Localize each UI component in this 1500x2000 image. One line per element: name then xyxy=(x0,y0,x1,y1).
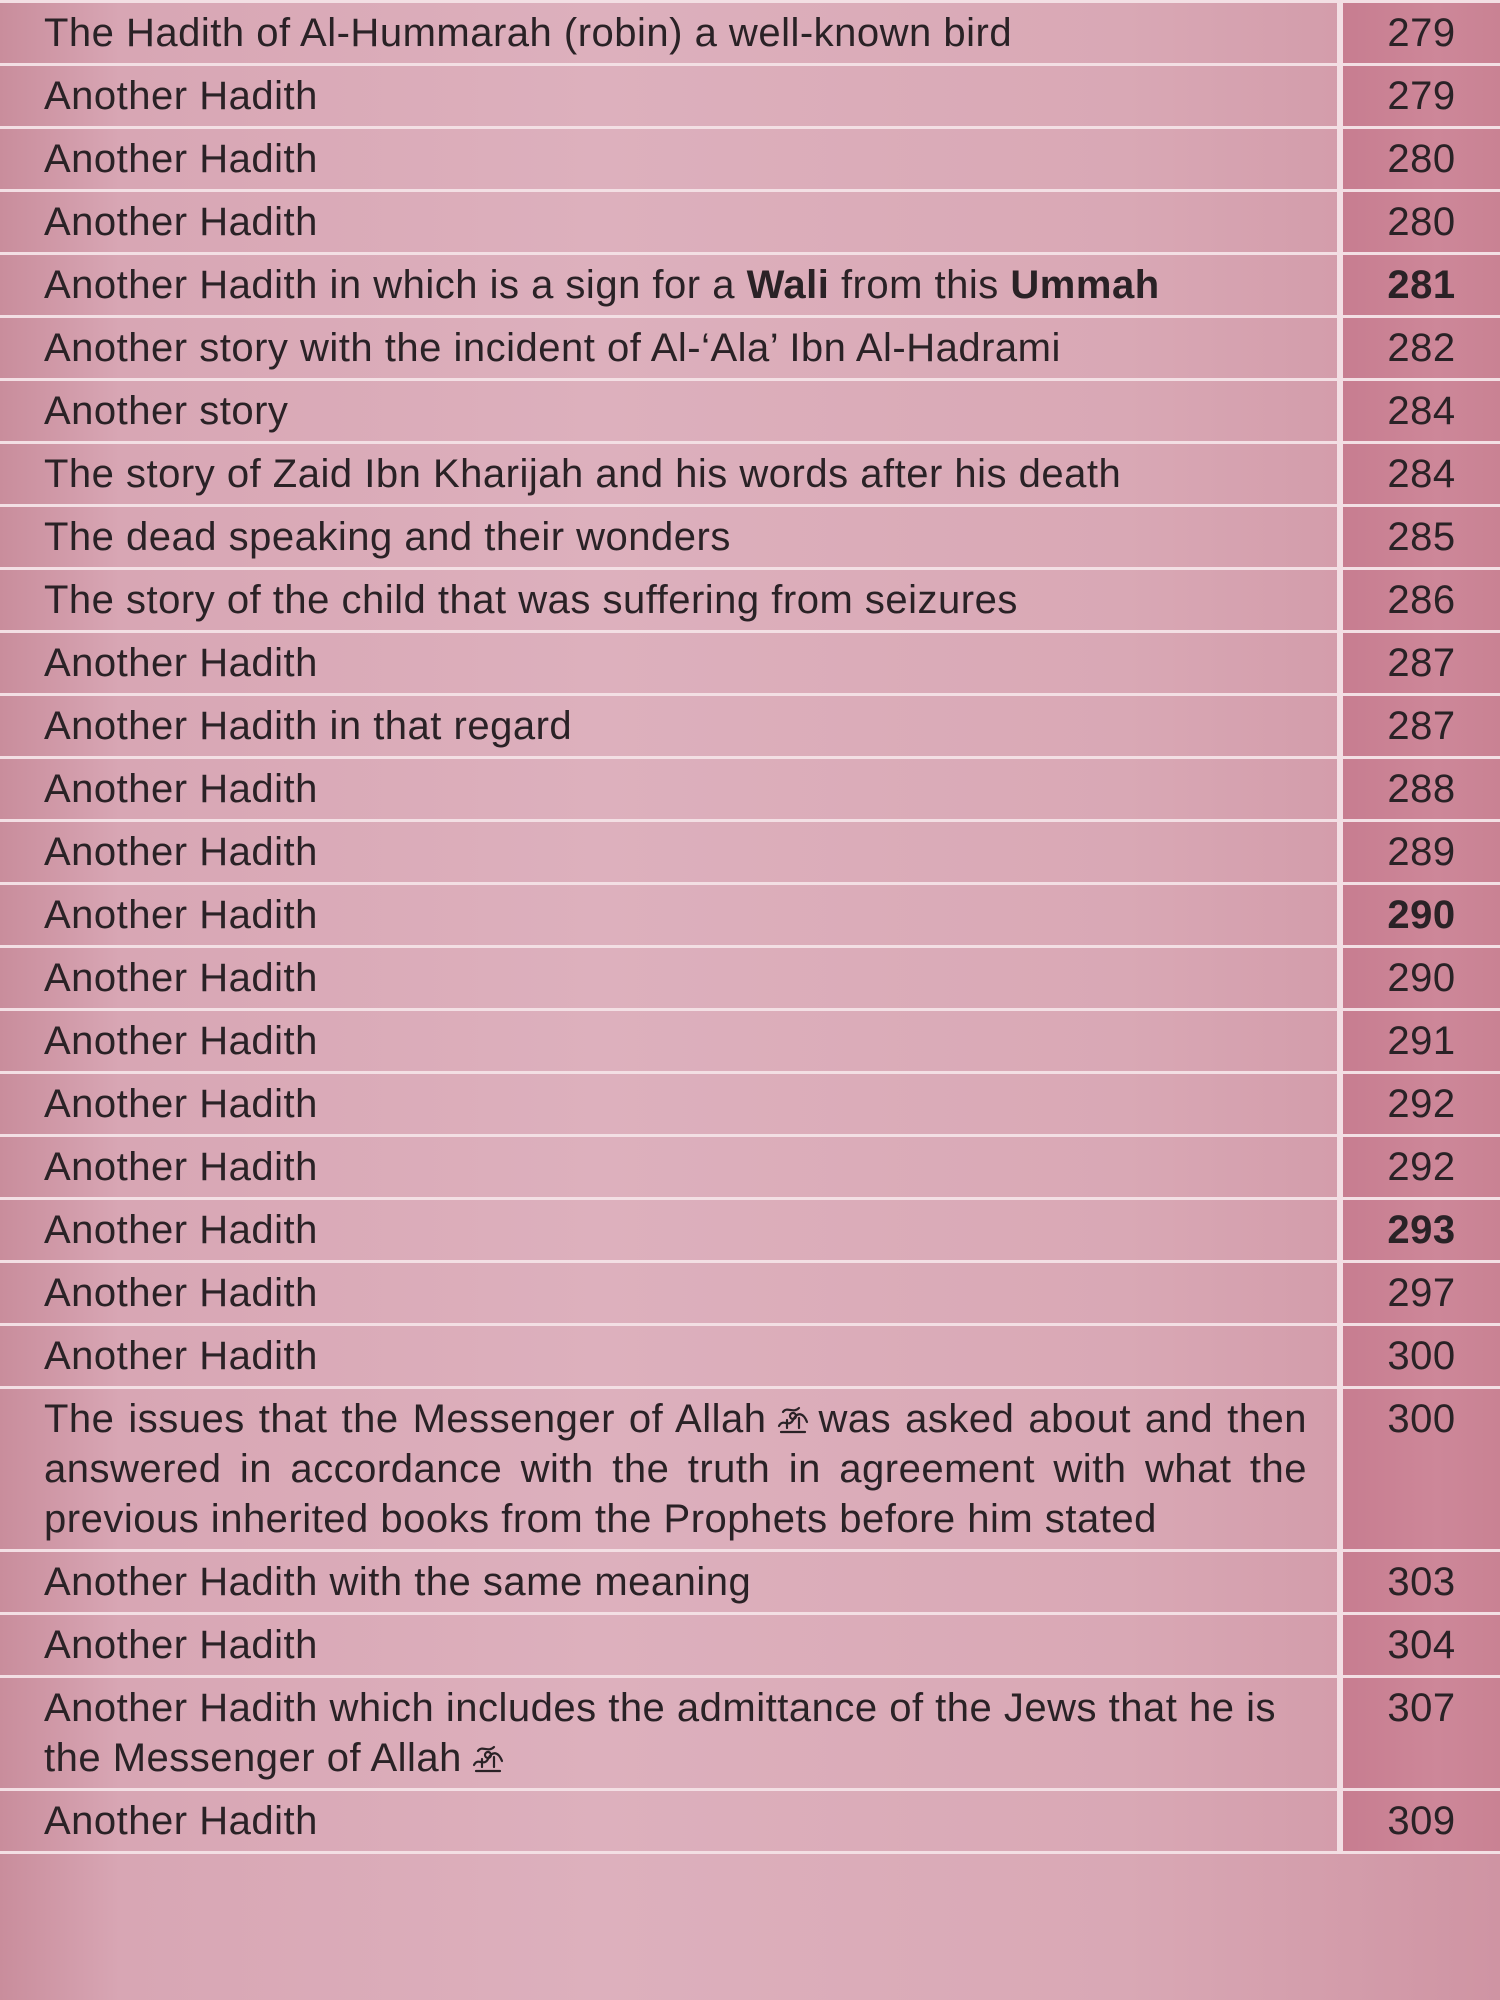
toc-page-number: 297 xyxy=(1340,1262,1500,1325)
toc-page-number: 287 xyxy=(1340,632,1500,695)
toc-entry-text: The issues that the Messenger of Allah xyxy=(44,1397,767,1441)
toc-entry-title: Another Hadith with the same meaning xyxy=(0,1551,1340,1614)
toc-entry-title: The dead speaking and their wonders xyxy=(0,506,1340,569)
toc-entry-title: Another Hadith xyxy=(0,1199,1340,1262)
toc-page-number: 287 xyxy=(1340,695,1500,758)
toc-entry-text: Another Hadith which includes the admittance of the Jews that he is the Messenger of Allah xyxy=(44,1686,1276,1780)
toc-page-number: 292 xyxy=(1340,1136,1500,1199)
toc-page-number: 289 xyxy=(1340,821,1500,884)
toc-page-number: 282 xyxy=(1340,317,1500,380)
toc-page-number: 303 xyxy=(1340,1551,1500,1614)
toc-row xyxy=(0,569,1500,632)
toc-row xyxy=(0,380,1500,443)
toc-entry-title: Another Hadith xyxy=(0,1136,1340,1199)
toc-page-number: 288 xyxy=(1340,758,1500,821)
toc-entry-title: The story of the child that was suffering from seizures xyxy=(0,569,1340,632)
toc-row xyxy=(0,1677,1500,1790)
toc-entry-title: Another Hadith xyxy=(0,758,1340,821)
toc-page-number: 304 xyxy=(1340,1614,1500,1677)
toc-page-number: 292 xyxy=(1340,1073,1500,1136)
toc-entry-title xyxy=(0,1677,1340,1790)
toc-entry-title: Another story with the incident of Al-‘Ala’ Ibn Al-Hadrami xyxy=(0,317,1340,380)
toc-entry-title: Another Hadith xyxy=(0,65,1340,128)
toc-entry-title: Another Hadith xyxy=(0,1010,1340,1073)
toc-entry-title: Another Hadith xyxy=(0,632,1340,695)
toc-page-number: 281 xyxy=(1340,254,1500,317)
toc-entry-title: Another Hadith xyxy=(0,821,1340,884)
toc-row xyxy=(0,947,1500,1010)
toc-entry-title: Another Hadith in that regard xyxy=(0,695,1340,758)
toc-row xyxy=(0,443,1500,506)
toc-entry-title: Another Hadith xyxy=(0,884,1340,947)
toc-row xyxy=(0,1010,1500,1073)
toc-row xyxy=(0,2,1500,65)
toc-page-number: 300 xyxy=(1340,1388,1500,1551)
toc-row xyxy=(0,317,1500,380)
toc-entry-bold-term: Ummah xyxy=(1010,263,1160,307)
toc-entry-text: Another Hadith in which is a sign for a xyxy=(44,263,747,307)
salawat-calligraphy-icon xyxy=(773,1398,813,1438)
toc-page-number: 290 xyxy=(1340,884,1500,947)
toc-page-number: 290 xyxy=(1340,947,1500,1010)
toc-row xyxy=(0,191,1500,254)
toc-page-number: 309 xyxy=(1340,1790,1500,1853)
toc-page-number: 285 xyxy=(1340,506,1500,569)
toc-entry-title: Another Hadith xyxy=(0,128,1340,191)
toc-row xyxy=(0,1551,1500,1614)
toc-page-number: 280 xyxy=(1340,191,1500,254)
toc-row xyxy=(0,821,1500,884)
toc-entry-title: Another Hadith xyxy=(0,1790,1340,1853)
toc-page-number: 307 xyxy=(1340,1677,1500,1790)
toc-row xyxy=(0,1388,1500,1551)
toc-row xyxy=(0,1614,1500,1677)
toc-row xyxy=(0,1262,1500,1325)
toc-row xyxy=(0,758,1500,821)
toc-entry-title: Another Hadith xyxy=(0,1614,1340,1677)
toc-page-number: 279 xyxy=(1340,65,1500,128)
toc-page-number: 300 xyxy=(1340,1325,1500,1388)
toc-row xyxy=(0,1199,1500,1262)
toc-entry-title: Another Hadith xyxy=(0,191,1340,254)
toc-row xyxy=(0,1790,1500,1853)
toc-page-number: 286 xyxy=(1340,569,1500,632)
toc-entry-title: The Hadith of Al-Hummarah (robin) a well-known bird xyxy=(0,2,1340,65)
toc-row xyxy=(0,632,1500,695)
toc-row xyxy=(0,1073,1500,1136)
toc-page-number: 293 xyxy=(1340,1199,1500,1262)
toc-entry-title xyxy=(0,1388,1340,1551)
toc-entry-title xyxy=(0,254,1340,317)
toc-page-number: 284 xyxy=(1340,443,1500,506)
toc-entry-title: Another Hadith xyxy=(0,1262,1340,1325)
toc-page-number: 284 xyxy=(1340,380,1500,443)
toc-entry-bold-term: Wali xyxy=(746,263,830,307)
toc-entry-title: Another story xyxy=(0,380,1340,443)
toc-entry-title: The story of Zaid Ibn Kharijah and his words after his death xyxy=(0,443,1340,506)
toc-entry-title: Another Hadith xyxy=(0,1325,1340,1388)
toc-page-number: 279 xyxy=(1340,2,1500,65)
toc-row xyxy=(0,1325,1500,1388)
toc-entry-text: was asked about and then answered in accordance with the truth in agreement with what the previous inherited books from the Prophets before him stated xyxy=(44,1397,1307,1541)
toc-entry-title: Another Hadith xyxy=(0,1073,1340,1136)
toc-page-number: 280 xyxy=(1340,128,1500,191)
toc-row xyxy=(0,884,1500,947)
toc-row xyxy=(0,65,1500,128)
toc-row xyxy=(0,254,1500,317)
toc-row xyxy=(0,506,1500,569)
toc-row xyxy=(0,695,1500,758)
toc-row xyxy=(0,1136,1500,1199)
toc-row xyxy=(0,128,1500,191)
toc-entry-title: Another Hadith xyxy=(0,947,1340,1010)
toc-page-number: 291 xyxy=(1340,1010,1500,1073)
salawat-calligraphy-icon xyxy=(468,1737,508,1777)
toc-entry-text: from this xyxy=(829,263,1011,307)
